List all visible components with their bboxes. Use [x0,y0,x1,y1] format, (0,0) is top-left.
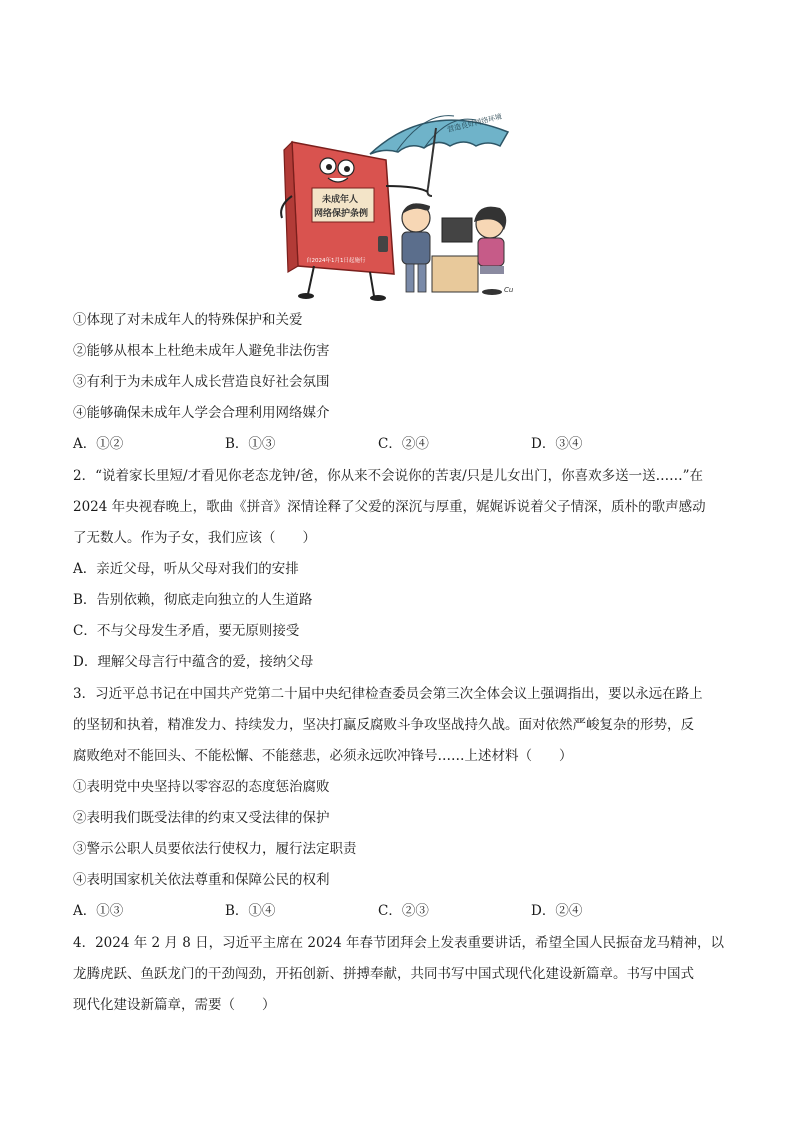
q2-option-a[interactable]: A．亲近父母，听从父母对我们的安排 [73,561,299,577]
q3-stem-line-1: 3．习近平总书记在中国共产党第二十届中央纪律检查委员会第三次全体会议上强调指出，要以永远在路上 [73,686,703,702]
q3-statement-1: ①表明党中央坚持以零容忍的态度惩治腐败 [73,779,330,795]
q1-option-b[interactable]: B．①③ [225,436,276,452]
q1-statement-2: ②能够从根本上杜绝未成年人避免非法伤害 [73,343,330,359]
q2-stem-line-3: 了无数人。作为子女，我们应该（ ） [73,530,316,546]
q3-stem-line-2: 的坚韧和执着，精准发力、持续发力，坚决打赢反腐败斗争攻坚战持久战。面对依然严峻复杂的形势，反 [73,717,694,733]
artist-signature: Cu [504,286,514,294]
q2-option-b[interactable]: B．告别依赖，彻底走向独立的人生道路 [73,592,313,608]
umbrella-text: 营造良好网络环境 [446,112,503,134]
q4-stem-line-1: 4．2024 年 2 月 8 日，习近平主席在 2024 年春节团拜会上发表重要讲话，希望全国人民振奋龙马精神，以 [73,935,725,951]
q3-option-b[interactable]: B．①④ [225,903,276,919]
book-title-line2: 网络保护条例 [314,209,369,219]
q3-statement-4: ④表明国家机关依法尊重和保障公民的权利 [73,872,330,888]
q3-statement-2: ②表明我们既受法律的约束又受法律的保护 [73,810,330,826]
q3-option-c[interactable]: C．②③ [378,903,429,919]
q1-statement-4: ④能够确保未成年人学会合理利用网络媒介 [73,405,330,421]
q2-option-d[interactable]: D．理解父母言行中蕴含的爱，接纳父母 [73,654,314,670]
q3-option-d[interactable]: D．②④ [531,903,583,919]
q3-statement-3: ③警示公职人员要依法行使权力，履行法定职责 [73,841,357,857]
q1-option-a[interactable]: A．①② [73,436,124,452]
q4-stem-line-2: 龙腾虎跃、鱼跃龙门的干劲闯劲，开拓创新、拼搏奉献，共同书写中国式现代化建设新篇章。书写中国式 [73,966,694,982]
q1-option-c[interactable]: C．②④ [378,436,429,452]
q1-statement-1: ①体现了对未成年人的特殊保护和关爱 [73,312,303,328]
book-footer-text: 自2024年1月1日起施行 [306,258,366,264]
q3-stem-line-3: 腐败绝对不能回头、不能松懈、不能慈悲，必须永远吹冲锋号……上述材料（ ） [73,748,573,764]
q4-stem-line-3: 现代化建设新篇章，需要（ ） [73,997,276,1013]
girl-figure [432,207,506,295]
q3-option-a[interactable]: A．①③ [73,903,124,919]
q2-option-c[interactable]: C．不与父母发生矛盾，要无原则接受 [73,623,300,639]
umbrella-icon [370,116,508,196]
q2-stem-line-2: 2024 年央视春晚上，歌曲《拼音》深情诠释了父爱的深沉与厚重，娓娓诉说着父子情深，质朴的歌声感动 [73,499,706,515]
q1-statement-3: ③有利于为未成年人成长营造良好社会氛围 [73,374,330,390]
q2-stem-line-1: 2．“说着家长里短/才看见你老态龙钟/爸，你从来不会说你的苦衷/只是儿女出门，你喜欢多送一送……”在 [73,468,704,484]
q1-option-d[interactable]: D．③④ [531,436,583,452]
minor-protection-illustration [278,106,534,302]
book-title-line1: 未成年人 [322,195,359,205]
